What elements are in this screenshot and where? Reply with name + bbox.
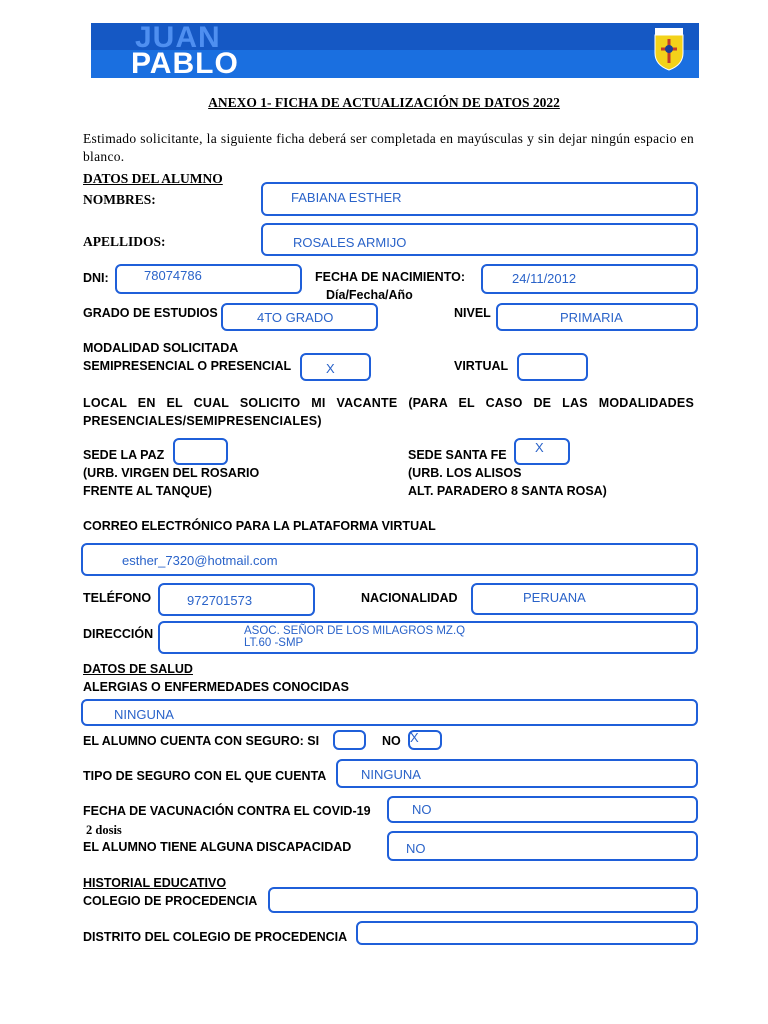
nationality-label: NACIONALIDAD <box>361 591 458 605</box>
disability-field[interactable] <box>387 831 698 861</box>
virtual-checkbox[interactable] <box>517 353 588 381</box>
birth-date-format: Día/Fecha/Año <box>326 288 413 302</box>
sede-fe-mark: X <box>535 440 544 455</box>
sede-fe-line1: SEDE SANTA FE <box>408 448 507 462</box>
intro-text: Estimado solicitante, la siguiente ficha deberá ser completada en mayúsculas y sin dejar ningún espacio en blanco. <box>83 131 694 164</box>
address-label: DIRECCIÓN <box>83 627 154 641</box>
disability-label: EL ALUMNO TIENE ALGUNA DISCAPACIDAD <box>83 840 352 854</box>
nationality-value: PERUANA <box>523 590 586 605</box>
sede-fe-line2: (URB. LOS ALISOS <box>408 466 522 480</box>
vaccine-doses: 2 dosis <box>86 823 122 837</box>
section-title-health: DATOS DE SALUD <box>83 662 193 676</box>
birth-date-label: FECHA DE NACIMIENTO: <box>315 270 465 284</box>
allergies-value: NINGUNA <box>114 707 174 722</box>
level-label: NIVEL <box>454 306 491 320</box>
sede-paz-checkbox[interactable] <box>173 438 228 465</box>
disability-value: NO <box>406 841 426 856</box>
semipresencial-label: SEMIPRESENCIAL O PRESENCIAL <box>83 359 292 373</box>
nombres-label: NOMBRES: <box>83 192 156 207</box>
insurance-type-label: TIPO DE SEGURO CON EL QUE CUENTA <box>83 769 327 783</box>
allergies-label: ALERGIAS O ENFERMEDADES CONOCIDAS <box>83 680 349 694</box>
vaccine-value: NO <box>412 802 432 817</box>
school-name-line2: PABLO <box>131 47 239 78</box>
insurance-no-label: NO <box>382 734 401 748</box>
sede-paz-line1: SEDE LA PAZ <box>83 448 165 462</box>
semipresencial-checkbox[interactable] <box>300 353 371 381</box>
school-label: COLEGIO DE PROCEDENCIA <box>83 894 258 908</box>
sede-paz-line3: FRENTE AL TANQUE) <box>83 484 212 498</box>
apellidos-value: ROSALES ARMIJO <box>293 235 407 250</box>
modality-label: MODALIDAD SOLICITADA <box>83 341 239 355</box>
birth-date-value: 24/11/2012 <box>512 271 577 286</box>
school-field[interactable] <box>268 887 698 913</box>
apellidos-label: APELLIDOS: <box>83 234 166 249</box>
district-label: DISTRITO DEL COLEGIO DE PROCEDENCIA <box>83 930 348 944</box>
document-title: ANEXO 1- FICHA DE ACTUALIZACIÓN DE DATOS 2022 <box>208 95 560 110</box>
district-field[interactable] <box>356 921 698 945</box>
school-name-line1: JUAN <box>135 23 221 54</box>
dni-label: DNI: <box>83 271 109 285</box>
address-line1: ASOC. SEÑOR DE LOS MILAGROS MZ.Q <box>244 625 466 637</box>
phone-label: TELÉFONO <box>83 591 152 605</box>
dni-value: 78074786 <box>144 268 202 283</box>
school-crest-icon <box>653 27 685 71</box>
local-text: LOCAL EN EL CUAL SOLICITO MI VACANTE (PARA EL CASO DE LAS MODALIDADES PRESENCIALES/SEMIPRESENCIALES) <box>83 396 694 428</box>
nombres-value: FABIANA ESTHER <box>291 190 402 205</box>
insurance-no-mark: X <box>410 730 419 745</box>
school-banner <box>91 23 699 78</box>
vaccine-label: FECHA DE VACUNACIÓN CONTRA EL COVID-19 <box>83 804 371 818</box>
section-title-student: DATOS DEL ALUMNO <box>83 171 223 186</box>
insurance-type-value: NINGUNA <box>361 767 421 782</box>
section-title-history: HISTORIAL EDUCATIVO <box>83 876 227 890</box>
level-value: PRIMARIA <box>560 310 623 325</box>
grade-value: 4TO GRADO <box>257 310 334 325</box>
sede-paz-line2: (URB. VIRGEN DEL ROSARIO <box>83 466 260 480</box>
semipresencial-mark: X <box>326 361 335 376</box>
grade-label: GRADO DE ESTUDIOS <box>83 306 218 320</box>
email-value: esther_7320@hotmail.com <box>122 553 278 568</box>
insurance-label: EL ALUMNO CUENTA CON SEGURO: SI <box>83 734 320 748</box>
sede-fe-line3: ALT. PARADERO 8 SANTA ROSA) <box>408 484 607 498</box>
insurance-si-checkbox[interactable] <box>333 730 366 750</box>
address-line2: LT.60 -SMP <box>244 637 304 649</box>
vaccine-field[interactable] <box>387 796 698 823</box>
phone-value: 972701573 <box>187 593 253 608</box>
email-label: CORREO ELECTRÓNICO PARA LA PLATAFORMA VIRTUAL <box>83 519 436 533</box>
virtual-label: VIRTUAL <box>454 359 509 373</box>
